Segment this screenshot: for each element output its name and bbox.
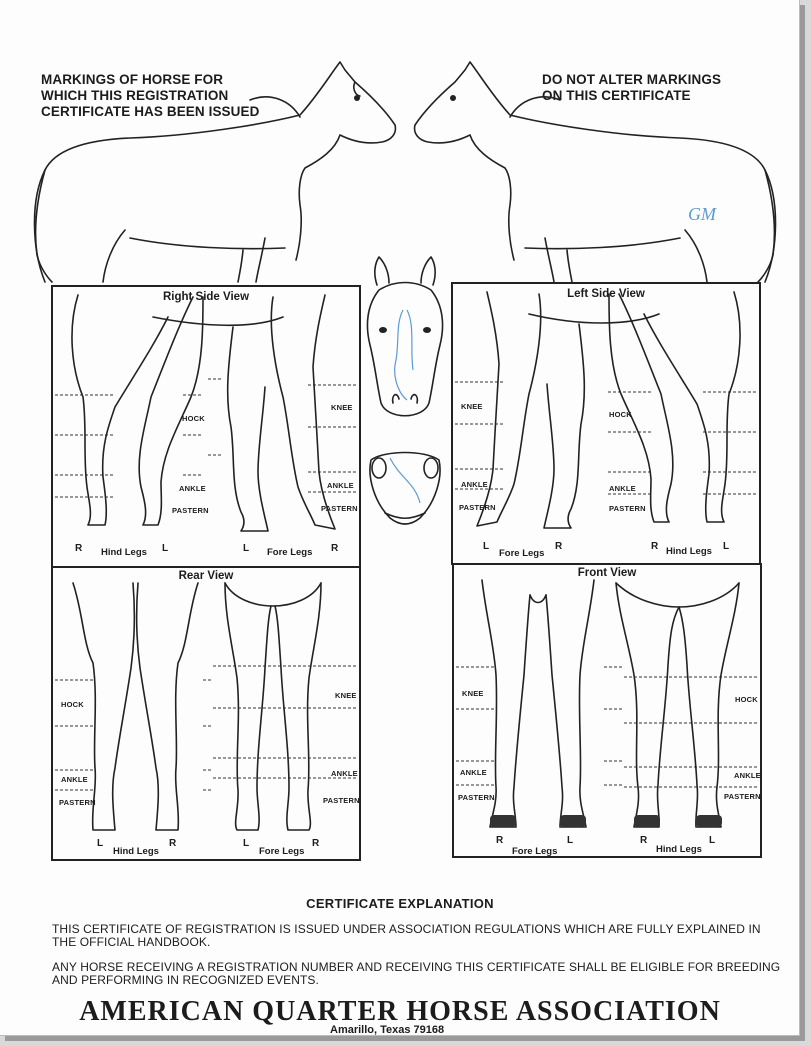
hind-legs-label: Hind Legs — [656, 844, 702, 855]
front-view-box — [452, 563, 762, 858]
fore-legs-label: Fore Legs — [512, 846, 558, 857]
left-leg-marker: L — [97, 838, 104, 849]
left-leg-marker: L — [162, 543, 169, 554]
fore-legs-label: Fore Legs — [499, 548, 545, 559]
muzzle-diagram — [365, 448, 445, 528]
left-leg-marker: L — [709, 835, 716, 846]
hind-legs-label: Hind Legs — [666, 546, 712, 557]
right-leg-marker: R — [75, 543, 83, 554]
right-leg-marker: R — [555, 541, 563, 552]
hock-label: HOCK — [182, 414, 205, 423]
pastern-label-fore: PASTERN — [323, 796, 360, 805]
left-leg-marker: L — [567, 835, 574, 846]
right-leg-marker: R — [331, 543, 339, 554]
front-view-title: Front View — [577, 567, 637, 579]
fore-legs-label: Fore Legs — [267, 547, 313, 558]
left-leg-marker: L — [243, 543, 250, 554]
right-leg-marker: R — [169, 838, 177, 849]
explanation-title: CERTIFICATE EXPLANATION — [306, 896, 494, 911]
hind-legs-label: Hind Legs — [113, 846, 159, 857]
right-leg-marker: R — [496, 835, 504, 846]
right-leg-marker: R — [651, 541, 659, 552]
hock-label: HOCK — [735, 695, 758, 704]
hock-label: HOCK — [61, 700, 84, 709]
ankle-label-hind: ANKLE — [61, 775, 88, 784]
left-leg-marker: L — [243, 838, 250, 849]
front-view-legs-diagram — [454, 565, 760, 855]
left-side-view-title: Left Side View — [567, 288, 645, 300]
right-side-view-title: Right Side View — [162, 291, 250, 303]
left-leg-marker: L — [723, 541, 730, 552]
pastern-label-hind: PASTERN — [59, 798, 96, 807]
pastern-label-hind: PASTERN — [609, 504, 646, 513]
explanation-paragraph-2: ANY HORSE RECEIVING A REGISTRATION NUMBER AND RECEIVING THIS CERTIFICATE SHALL BE ELIGIBLE FOR BREEDING AND PERFORMING IN RECOGNIZED EVENTS. — [52, 960, 781, 987]
right-leg-marker: R — [312, 838, 320, 849]
hock-label: HOCK — [609, 410, 632, 419]
head-front-diagram — [365, 255, 445, 435]
knee-label: KNEE — [331, 403, 353, 412]
right-side-view-box — [51, 285, 361, 568]
knee-label: KNEE — [461, 402, 483, 411]
explanation-paragraph-1: THIS CERTIFICATE OF REGISTRATION IS ISSUED UNDER ASSOCIATION REGULATIONS WHICH ARE FULLY EXPLAINED IN THE OFFICIAL HANDBOOK. — [52, 922, 761, 949]
association-name: AMERICAN QUARTER HORSE ASSOCIATION — [79, 996, 721, 1027]
left-side-legs-diagram — [453, 284, 759, 564]
knee-label: KNEE — [462, 689, 484, 698]
pastern-label-fore: PASTERN — [459, 503, 496, 512]
ankle-label-fore: ANKLE — [327, 481, 354, 490]
pastern-label-fore: PASTERN — [458, 793, 495, 802]
hind-legs-label: Hind Legs — [101, 547, 147, 558]
rear-view-title: Rear View — [178, 570, 234, 582]
right-side-legs-diagram — [53, 287, 359, 567]
fore-legs-label: Fore Legs — [259, 846, 305, 857]
pastern-label-fore: PASTERN — [321, 504, 358, 513]
right-leg-marker: R — [640, 835, 648, 846]
ankle-label-fore: ANKLE — [331, 769, 358, 778]
left-leg-marker: L — [483, 541, 490, 552]
ankle-label-hind: ANKLE — [179, 484, 206, 493]
ankle-label-hind: ANKLE — [609, 484, 636, 493]
rear-view-legs-diagram — [53, 568, 359, 858]
pastern-label-hind: PASTERN — [172, 506, 209, 515]
pastern-label-hind: PASTERN — [724, 792, 761, 801]
left-side-view-box — [451, 282, 761, 565]
markings-heading: MARKINGS OF HORSE FOR WHICH THIS REGISTRATION CERTIFICATE HAS BEEN ISSUED — [41, 72, 260, 119]
knee-label: KNEE — [335, 691, 357, 700]
ankle-label-fore: ANKLE — [460, 768, 487, 777]
rear-view-box — [51, 566, 361, 861]
ankle-label-fore: ANKLE — [461, 480, 488, 489]
association-address: Amarillo, Texas 79168 — [330, 1024, 445, 1035]
inspector-initials: GM — [688, 204, 716, 224]
do-not-alter-notice: DO NOT ALTER MARKINGS ON THIS CERTIFICATE — [542, 72, 722, 103]
ankle-label-hind: ANKLE — [734, 771, 761, 780]
